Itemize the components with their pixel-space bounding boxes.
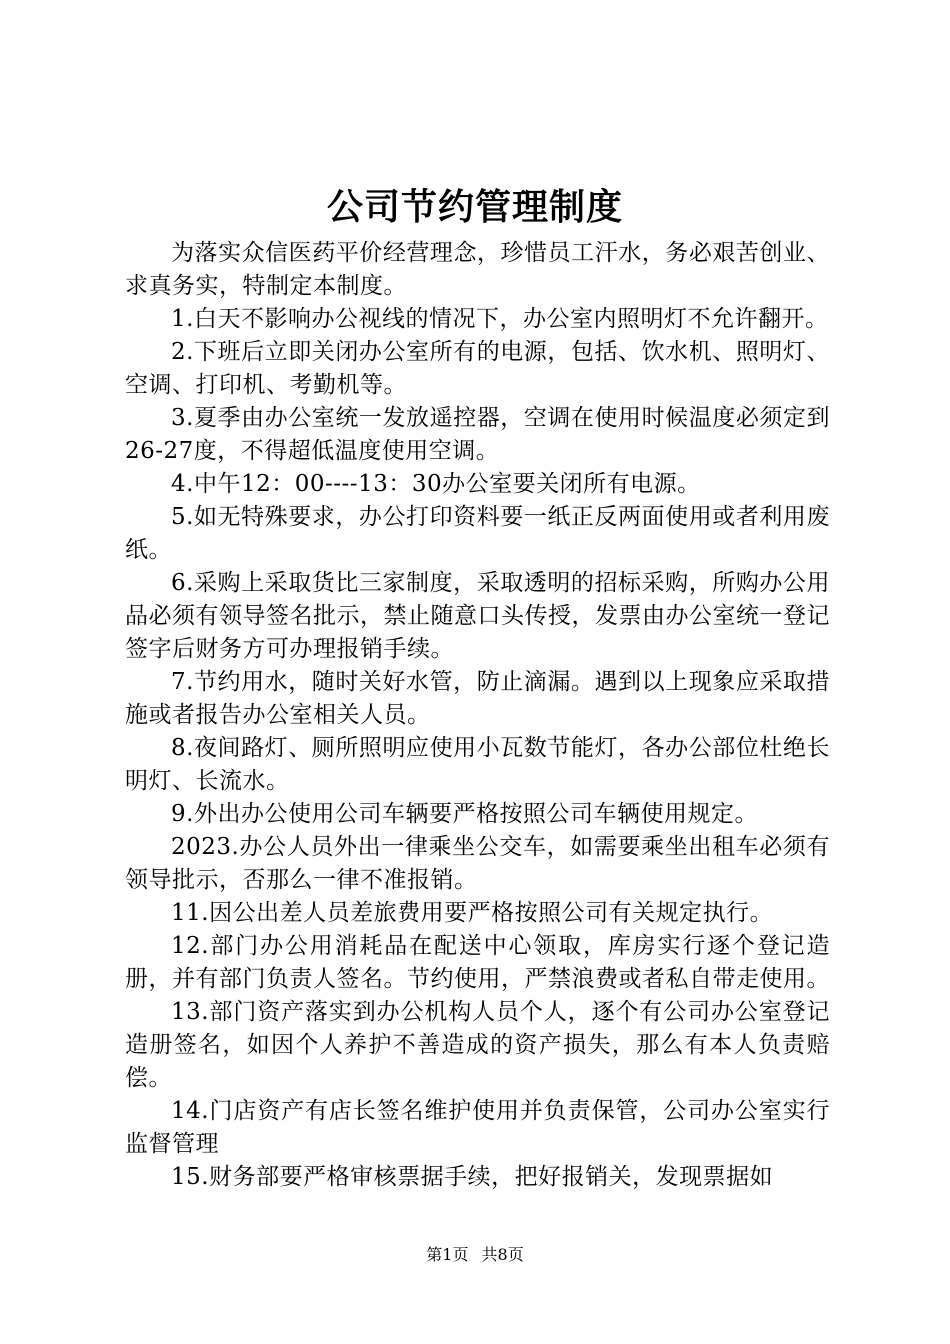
rule-item-8: 8.夜间路灯、厕所照明应使用小瓦数节能灯，各办公部位杜绝长明灯、长流水。 [125, 735, 830, 794]
rule-item-1: 1.白天不影响办公视线的情况下，办公室内照明灯不允许翻开。 [171, 306, 829, 332]
intro-paragraph: 为落实众信医药平价经营理念，珍惜员工汗水，务必艰苦创业、求真务实，特制定本制度。 [125, 240, 830, 299]
rule-item-3: 3.夏季由办公室统一发放遥控器，空调在使用时候温度必须定到26-27度，不得超低温度使用空调。 [125, 405, 830, 464]
document-title: 公司节约管理制度 [326, 186, 623, 228]
rule-item-11: 11.因公出差人员差旅费用要严格按照公司有关规定执行。 [171, 900, 774, 926]
rule-item-12: 12.部门办公用消耗品在配送中心领取，库房实行逐个登记造册，并有部门负责人签名。节约使用，严禁浪费或者私自带走使用。 [125, 933, 830, 992]
rule-item-9: 9.外出办公使用公司车辆要严格按照公司车辆使用规定。 [171, 801, 758, 827]
page-footer [0, 1244, 950, 1266]
rule-item-4: 4.中午12：00----13：30办公室要关闭所有电源。 [171, 471, 701, 497]
rule-item-15: 15.财务部要严格审核票据手续，把好报销关，发现票据如 [171, 1164, 774, 1190]
page-number: 第1页 [426, 1245, 469, 1264]
rule-item-2: 2.下班后立即关闭办公室所有的电源，包括、饮水机、照明灯、空调、打印机、考勤机等。 [125, 339, 830, 398]
rule-item-13: 13.部门资产落实到办公机构人员个人，逐个有公司办公室登记造册签名，如因个人养护不善造成的资产损失，那么有本人负责赔偿。 [125, 999, 830, 1091]
rule-item-7: 7.节约用水，随时关好水管，防止滴漏。遇到以上现象应采取措施或者报告办公室相关人员。 [125, 669, 830, 728]
page-total: 共8页 [481, 1245, 524, 1264]
rule-item-14: 14.门店资产有店长签名维护使用并负责保管，公司办公室实行监督管理 [125, 1098, 830, 1157]
rule-item-6: 6.采购上采取货比三家制度，采取透明的招标采购，所购办公用品必须有领导签名批示，禁止随意口头传授，发票由办公室统一登记签字后财务方可办理报销手续。 [125, 570, 830, 662]
rule-item-10: 2023.办公人员外出一律乘坐公交车，如需要乘坐出租车必须有领导批示，否那么一律不准报销。 [125, 834, 830, 893]
document-body [125, 237, 830, 1194]
rule-item-5: 5.如无特殊要求，办公打印资料要一纸正反两面使用或者利用废纸。 [125, 504, 830, 563]
